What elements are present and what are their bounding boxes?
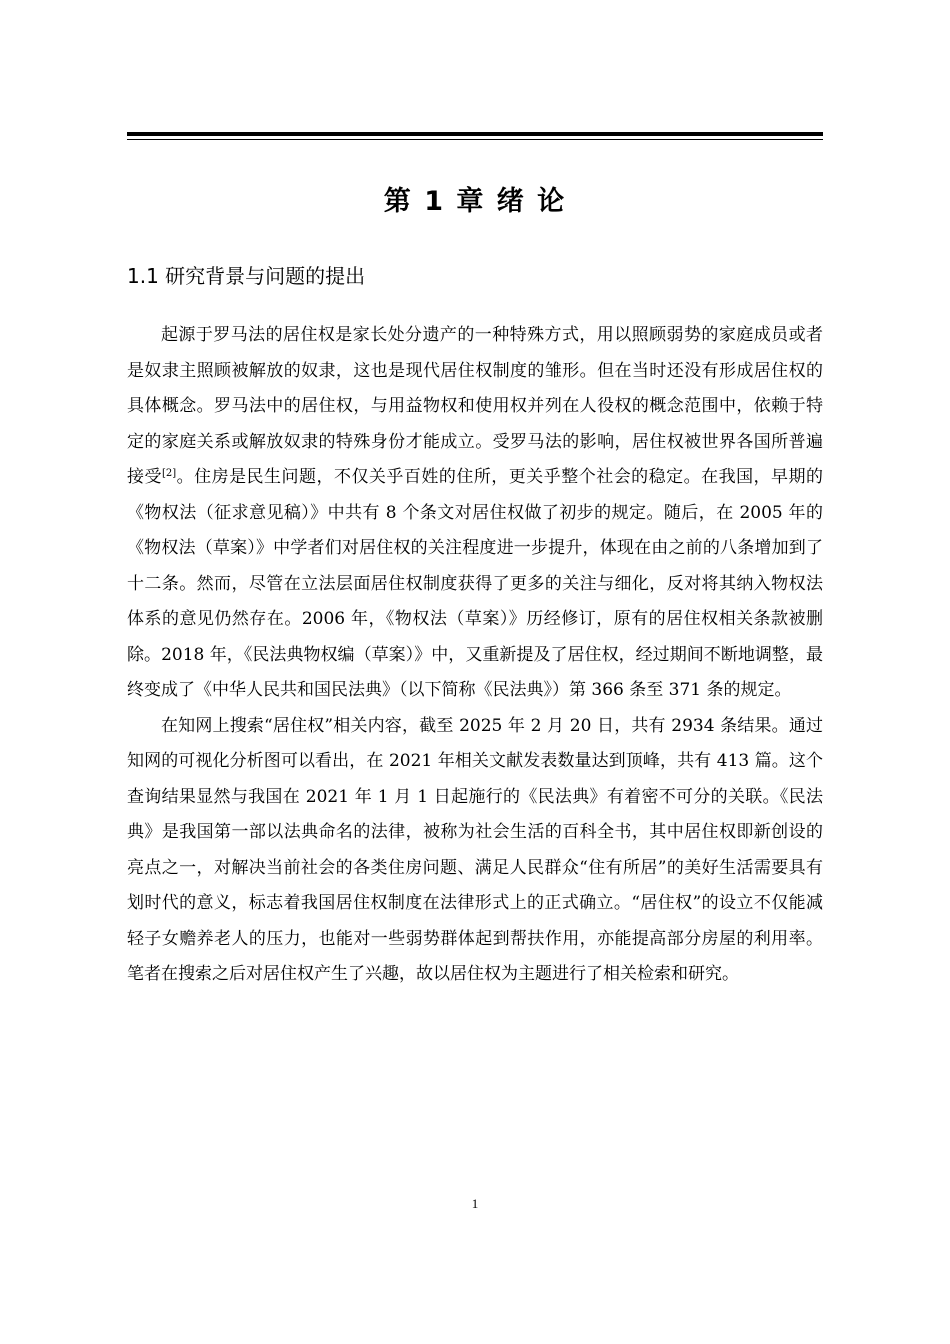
body-text (127, 318, 823, 993)
paragraph-1 (127, 318, 823, 709)
paragraph-1-text-b: 。住房是民生问题，不仅关乎百姓的住所，更关乎整个社会的稳定。在我国，早期的《物权法（征求意见稿）》中共有 8 个条文对居住权做了初步的规定。随后，在 2005 年的《物权法（草案）》中学者们对居住权的关注程度进一步提升，体现在由之前的八条增加到了十二条。然而，尽管在立法层面居住权制度获得了更多的关注与细化，反对将其纳入物权法体系的意见仍然存在。2006 年，《物权法（草案）》历经修订，原有的居住权相关条款被删除。2018 年，《民法典物权编（草案）》中，又重新提及了居住权，经过期间不断地调整，最终变成了《中华人民共和国民法典》（以下简称《民法典》）第 366 条至 371 条的规定。 (127, 467, 824, 700)
paragraph-2: 在知网上搜索“居住权”相关内容，截至 2025 年 2 月 20 日，共有 2934 条结果。通过知网的可视化分析图可以看出，在 2021 年相关文献发表数量达到顶峰，共有 413 篇。这个查询结果显然与我国在 2021 年 1 月 1 日起施行的《民法典》有着密不可分的关联。《民法典》是我国第一部以法典命名的法律，被称为社会生活的百科全书，其中居住权即新创设的亮点之一，对解决当前社会的各类住房问题、满足人民群众“住有所居”的美好生活需要具有划时代的意义，标志着我国居住权制度在法律形式上的正式确立。“居住权”的设立不仅能减轻子女赡养老人的压力，也能对一些弱势群体起到帮扶作用，亦能提高部分房屋的利用率。笔者在搜索之后对居住权产生了兴趣，故以居住权为主题进行了相关检索和研究。 (127, 715, 823, 984)
header-rule-thick (127, 132, 823, 136)
chapter-title: 第 1 章 绪 论 (383, 186, 567, 217)
section-title: 1.1 研究背景与问题的提出 (127, 264, 366, 288)
page-number: 1 (471, 1196, 479, 1211)
paragraph-1-text-a: 起源于罗马法的居住权是家长处分遗产的一种特殊方式，用以照顾弱势的家庭成员或者是奴隶主照顾被解放的奴隶，这也是现代居住权制度的雏形。但在当时还没有形成居住权的具体概念。罗马法中的居住权，与用益物权和使用权并列在人役权的概念范围中，依赖于特定的家庭关系或解放奴隶的特殊身份才能成立。受罗马法的影响，居住权被世界各国所普遍接受 (127, 325, 823, 487)
header-rule-thin (127, 139, 823, 140)
citation-reference[interactable]: [2] (161, 468, 177, 479)
